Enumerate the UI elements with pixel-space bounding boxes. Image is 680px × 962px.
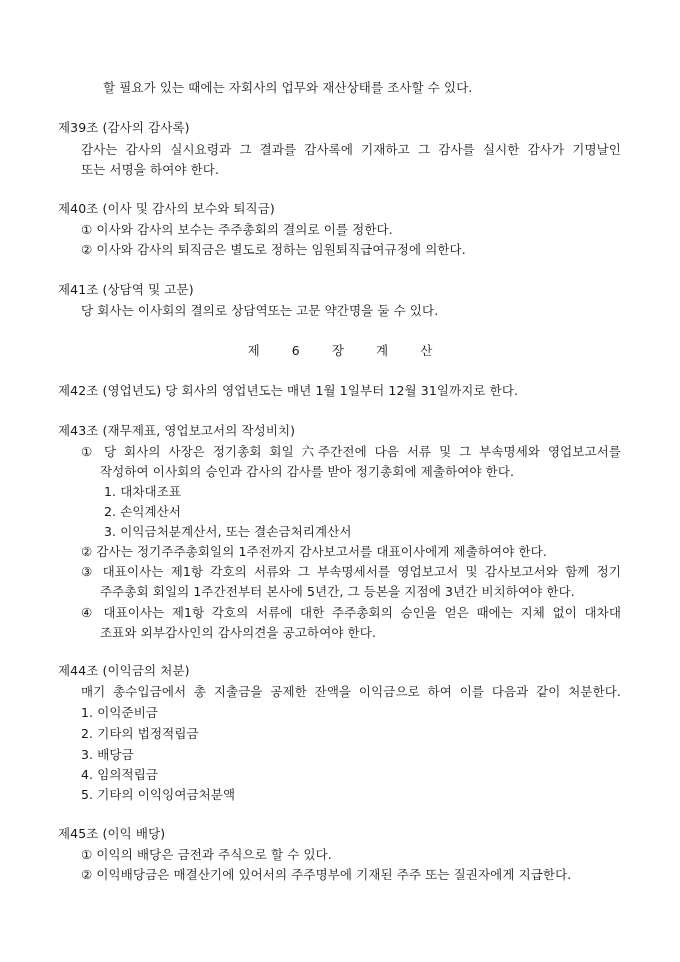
article-43-p4-line-1: ④ 대표이사는 제1항 각호의 서류에 대한 주주총회의 승인을 얻은 때에는 지체 없이 대차대 xyxy=(81,605,621,620)
article-44-intro: 매기 총수입금에서 총 지출금을 공제한 잔액을 이익금으로 하여 이를 다음과 같이 처분한다. xyxy=(81,684,621,699)
article-39-line-2: 또는 서명을 하여야 한다. xyxy=(81,162,220,177)
article-43-p1-line-2: 작성하여 이사회의 승인과 감사의 감사를 받아 정기총회에 제출하여야 한다. xyxy=(100,464,515,479)
chapter-char-3: 장 xyxy=(331,343,345,358)
article-43-p1-line-1: ① 당 회사의 사장은 정기총회 회일 六주간전에 다음 서류 및 그 부속명세와 영업보고서를 xyxy=(81,444,621,459)
article-44-item-4: 4. 임의적립금 xyxy=(81,767,159,782)
article-40-title: 제40조 (이사 및 감사의 보수와 퇴직금) xyxy=(58,201,275,216)
chapter-char-5: 산 xyxy=(420,343,433,358)
article-40-item-1: ① 이사와 감사의 보수는 주주총회의 결의로 이를 정한다. xyxy=(81,222,393,237)
article-39-line-1: 감사는 감사의 실시요령과 그 결과를 감사록에 기재하고 그 감사를 실시한 감사가 기명날인 xyxy=(81,142,621,157)
article-43-p4-line-2: 조표와 외부감사인의 감사의견을 공고하여야 한다. xyxy=(100,625,377,640)
article-40-item-2: ② 이사와 감사의 퇴직금은 별도로 정하는 임원퇴직급여규정에 의한다. xyxy=(81,242,466,257)
article-43-sub-3: 3. 이익금처분계산서, 또는 결손금처리계산서 xyxy=(104,524,352,539)
chapter-char-1: 제 xyxy=(247,343,260,358)
article-42-line: 제42조 (영업년도) 당 회사의 영업년도는 매년 1월 1일부터 12월 31일까지로 한다. xyxy=(58,383,519,398)
article-43-sub-2: 2. 손익계산서 xyxy=(104,504,182,519)
article-44-item-3: 3. 배당금 xyxy=(81,747,134,762)
article-41-title: 제41조 (상담역 및 고문) xyxy=(58,282,194,297)
article-44-title: 제44조 (이익금의 처분) xyxy=(58,663,190,678)
article-43-title: 제43조 (재무제표, 영업보고서의 작성비치) xyxy=(58,423,296,438)
article-43-p2-line-1: ② 감사는 정기주주총회일의 1주전까지 감사보고서를 대표이사에게 제출하여야 한다. xyxy=(81,544,547,559)
article-39-title: 제39조 (감사의 감사록) xyxy=(58,120,190,135)
article-43-p3-line-2: 주주총회 회일의 1주간전부터 본사에 5년간, 그 등본을 지점에 3년간 비치하여야 한다. xyxy=(100,584,575,599)
article-44-item-5: 5. 기타의 이익잉여금처분액 xyxy=(81,787,236,802)
chapter-char-2: 6 xyxy=(291,343,300,358)
article-44-item-1: 1. 이익준비금 xyxy=(81,705,159,720)
chapter-heading xyxy=(0,342,680,360)
article-43-p3-line-1: ③ 대표이사는 제1항 각호의 서류와 그 부속명세서를 영업보고서 및 감사보고서와 함께 정기 xyxy=(81,564,621,579)
article-45-item-1: ① 이익의 배당은 금전과 주식으로 할 수 있다. xyxy=(81,847,332,862)
article-43-sub-1: 1. 대차대조표 xyxy=(104,484,182,499)
article-44-item-2: 2. 기타의 법정적립금 xyxy=(81,726,199,741)
continuation-line: 할 필요가 있는 때에는 자회사의 업무와 재산상태를 조사할 수 있다. xyxy=(103,80,473,95)
article-45-title: 제45조 (이익 배당) xyxy=(58,826,166,841)
article-45-item-2: ② 이익배당금은 매결산기에 있어서의 주주명부에 기재된 주주 또는 질권자에게 지급한다. xyxy=(81,867,572,882)
article-41-line-1: 당 회사는 이사회의 결의로 상담역또는 고문 약간명을 둘 수 있다. xyxy=(81,303,439,318)
chapter-char-4: 계 xyxy=(376,343,389,358)
